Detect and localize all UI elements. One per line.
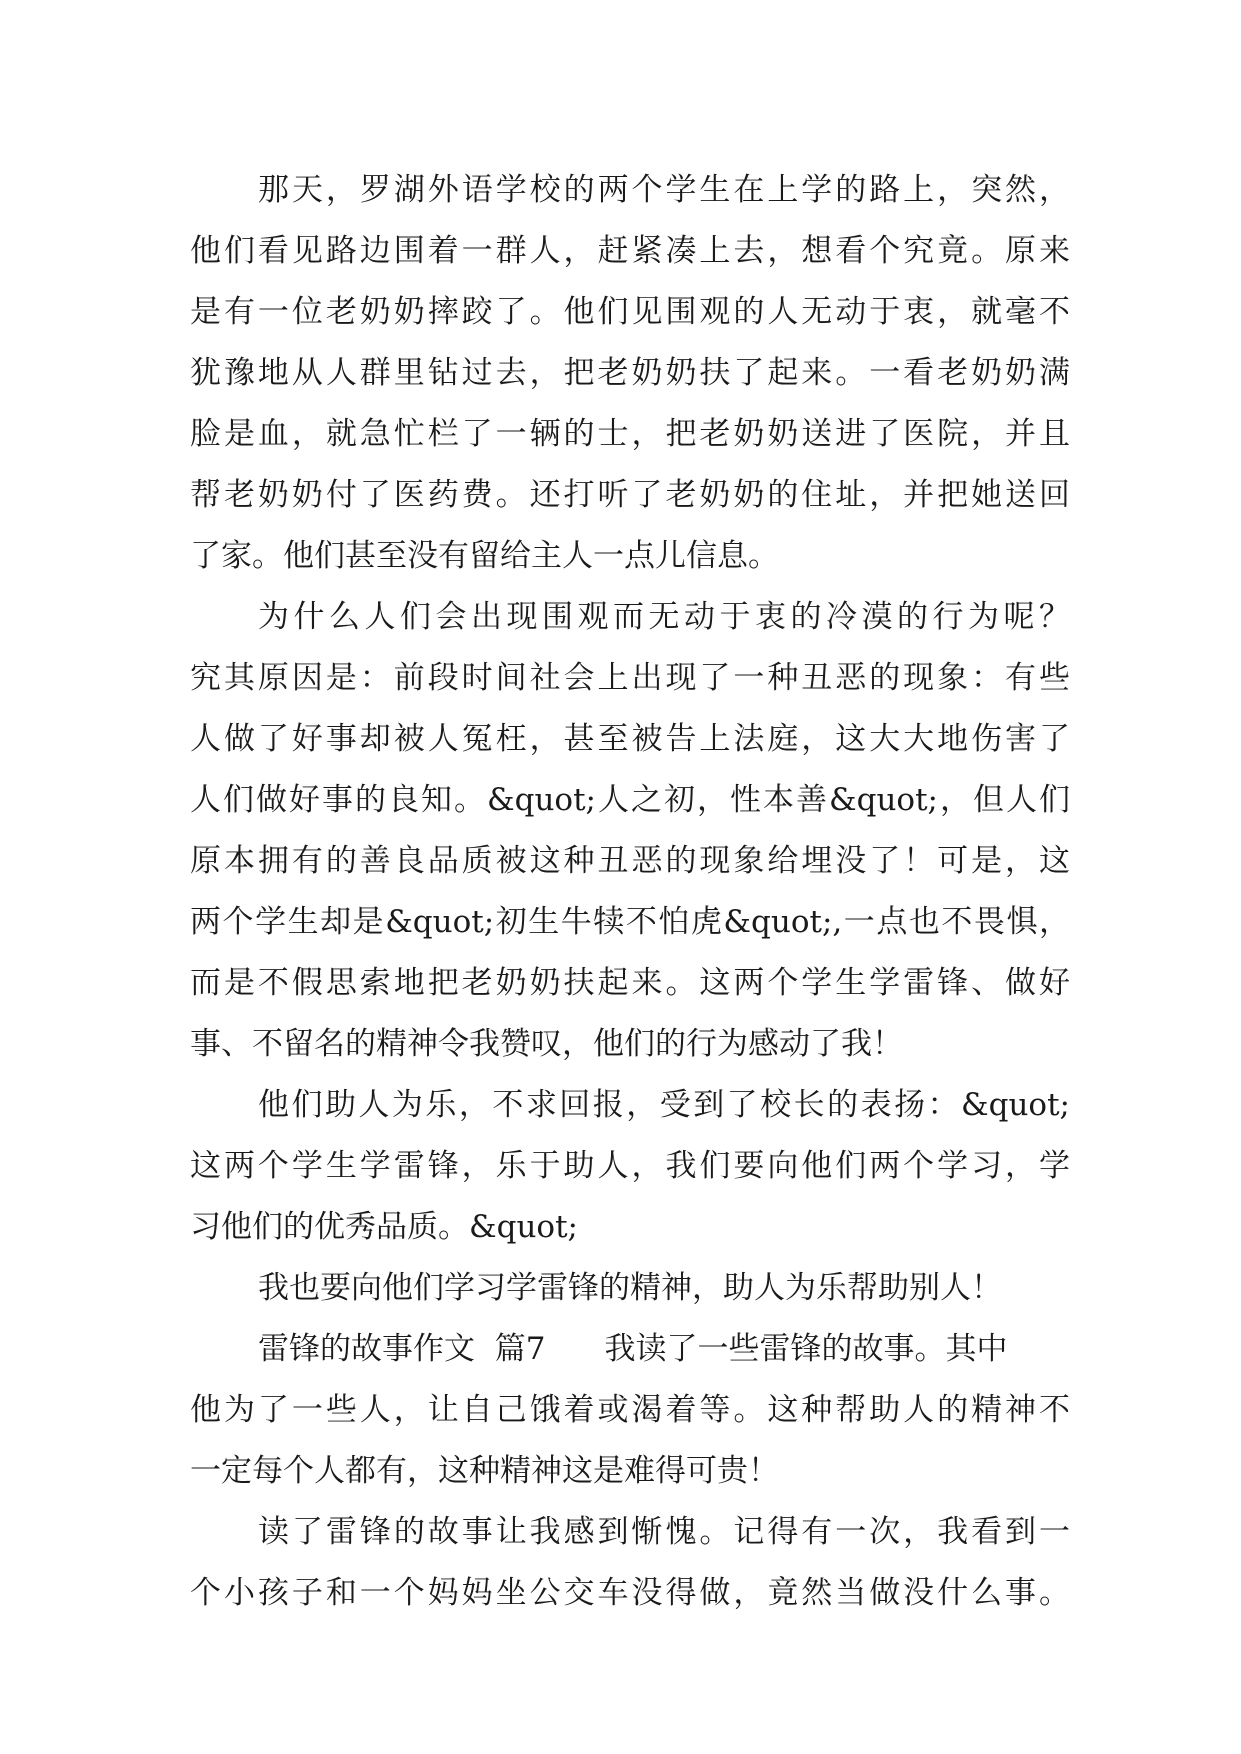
document-body bbox=[190, 160, 1070, 1624]
text-line: 人做了好事却被人冤枉，甚至被告上法庭，这大大地伤害了 bbox=[190, 721, 1070, 757]
text-line: 究其原因是：前段时间社会上出现了一种丑恶的现象：有些 bbox=[190, 660, 1070, 696]
paragraph-reason bbox=[190, 587, 1070, 1075]
paragraph-reflection bbox=[190, 1502, 1070, 1624]
text-line: 是有一位老奶奶摔跤了。他们见围观的人无动于衷，就毫不 bbox=[190, 294, 1070, 330]
text-line: 了家。他们甚至没有留给主人一点儿信息。 bbox=[190, 538, 779, 574]
text-line: 我也要向他们学习学雷锋的精神，助人为乐帮助别人！ bbox=[258, 1270, 1002, 1306]
paragraph-praise bbox=[190, 1075, 1070, 1258]
text-line: 两个学生却是&quot;初生牛犊不怕虎&quot;,一点也不畏惧， bbox=[190, 904, 1070, 940]
paragraph-essay-7 bbox=[190, 1319, 1070, 1502]
text-line: 雷锋的故事作文 篇7 我读了一些雷锋的故事。其中 bbox=[258, 1331, 1008, 1367]
paragraph-resolution bbox=[190, 1258, 1070, 1319]
text-line: 人们做好事的良知。&quot;人之初，性本善&quot;，但人们 bbox=[190, 782, 1070, 818]
text-line: 那天，罗湖外语学校的两个学生在上学的路上，突然， bbox=[258, 172, 1070, 208]
text-line: 读了雷锋的故事让我感到惭愧。记得有一次，我看到一 bbox=[258, 1514, 1070, 1550]
text-line: 他为了一些人，让自己饿着或渴着等。这种帮助人的精神不 bbox=[190, 1392, 1070, 1428]
text-line: 事、不留名的精神令我赞叹，他们的行为感动了我！ bbox=[190, 1026, 903, 1062]
text-line: 他们助人为乐，不求回报，受到了校长的表扬：&quot; bbox=[258, 1087, 1070, 1123]
text-line: 犹豫地从人群里钻过去，把老奶奶扶了起来。一看老奶奶满 bbox=[190, 355, 1070, 391]
text-line: 帮老奶奶付了医药费。还打听了老奶奶的住址，并把她送回 bbox=[190, 477, 1070, 513]
paragraph-rescue-story bbox=[190, 160, 1070, 587]
text-line: 一定每个人都有，这种精神这是难得可贵！ bbox=[190, 1453, 779, 1489]
text-line: 为什么人们会出现围观而无动于衷的冷漠的行为呢？ bbox=[258, 599, 1070, 635]
text-line: 原本拥有的善良品质被这种丑恶的现象给埋没了！可是，这 bbox=[190, 843, 1070, 879]
text-line: 而是不假思索地把老奶奶扶起来。这两个学生学雷锋、做好 bbox=[190, 965, 1070, 1001]
text-line: 个小孩子和一个妈妈坐公交车没得做，竟然当做没什么事。 bbox=[190, 1575, 1070, 1611]
text-line: 他们看见路边围着一群人，赶紧凑上去，想看个究竟。原来 bbox=[190, 233, 1070, 269]
text-line: 脸是血，就急忙栏了一辆的士，把老奶奶送进了医院，并且 bbox=[190, 416, 1070, 452]
text-line: 这两个学生学雷锋，乐于助人，我们要向他们两个学习，学 bbox=[190, 1148, 1070, 1184]
text-line: 习他们的优秀品质。&quot; bbox=[190, 1209, 578, 1245]
